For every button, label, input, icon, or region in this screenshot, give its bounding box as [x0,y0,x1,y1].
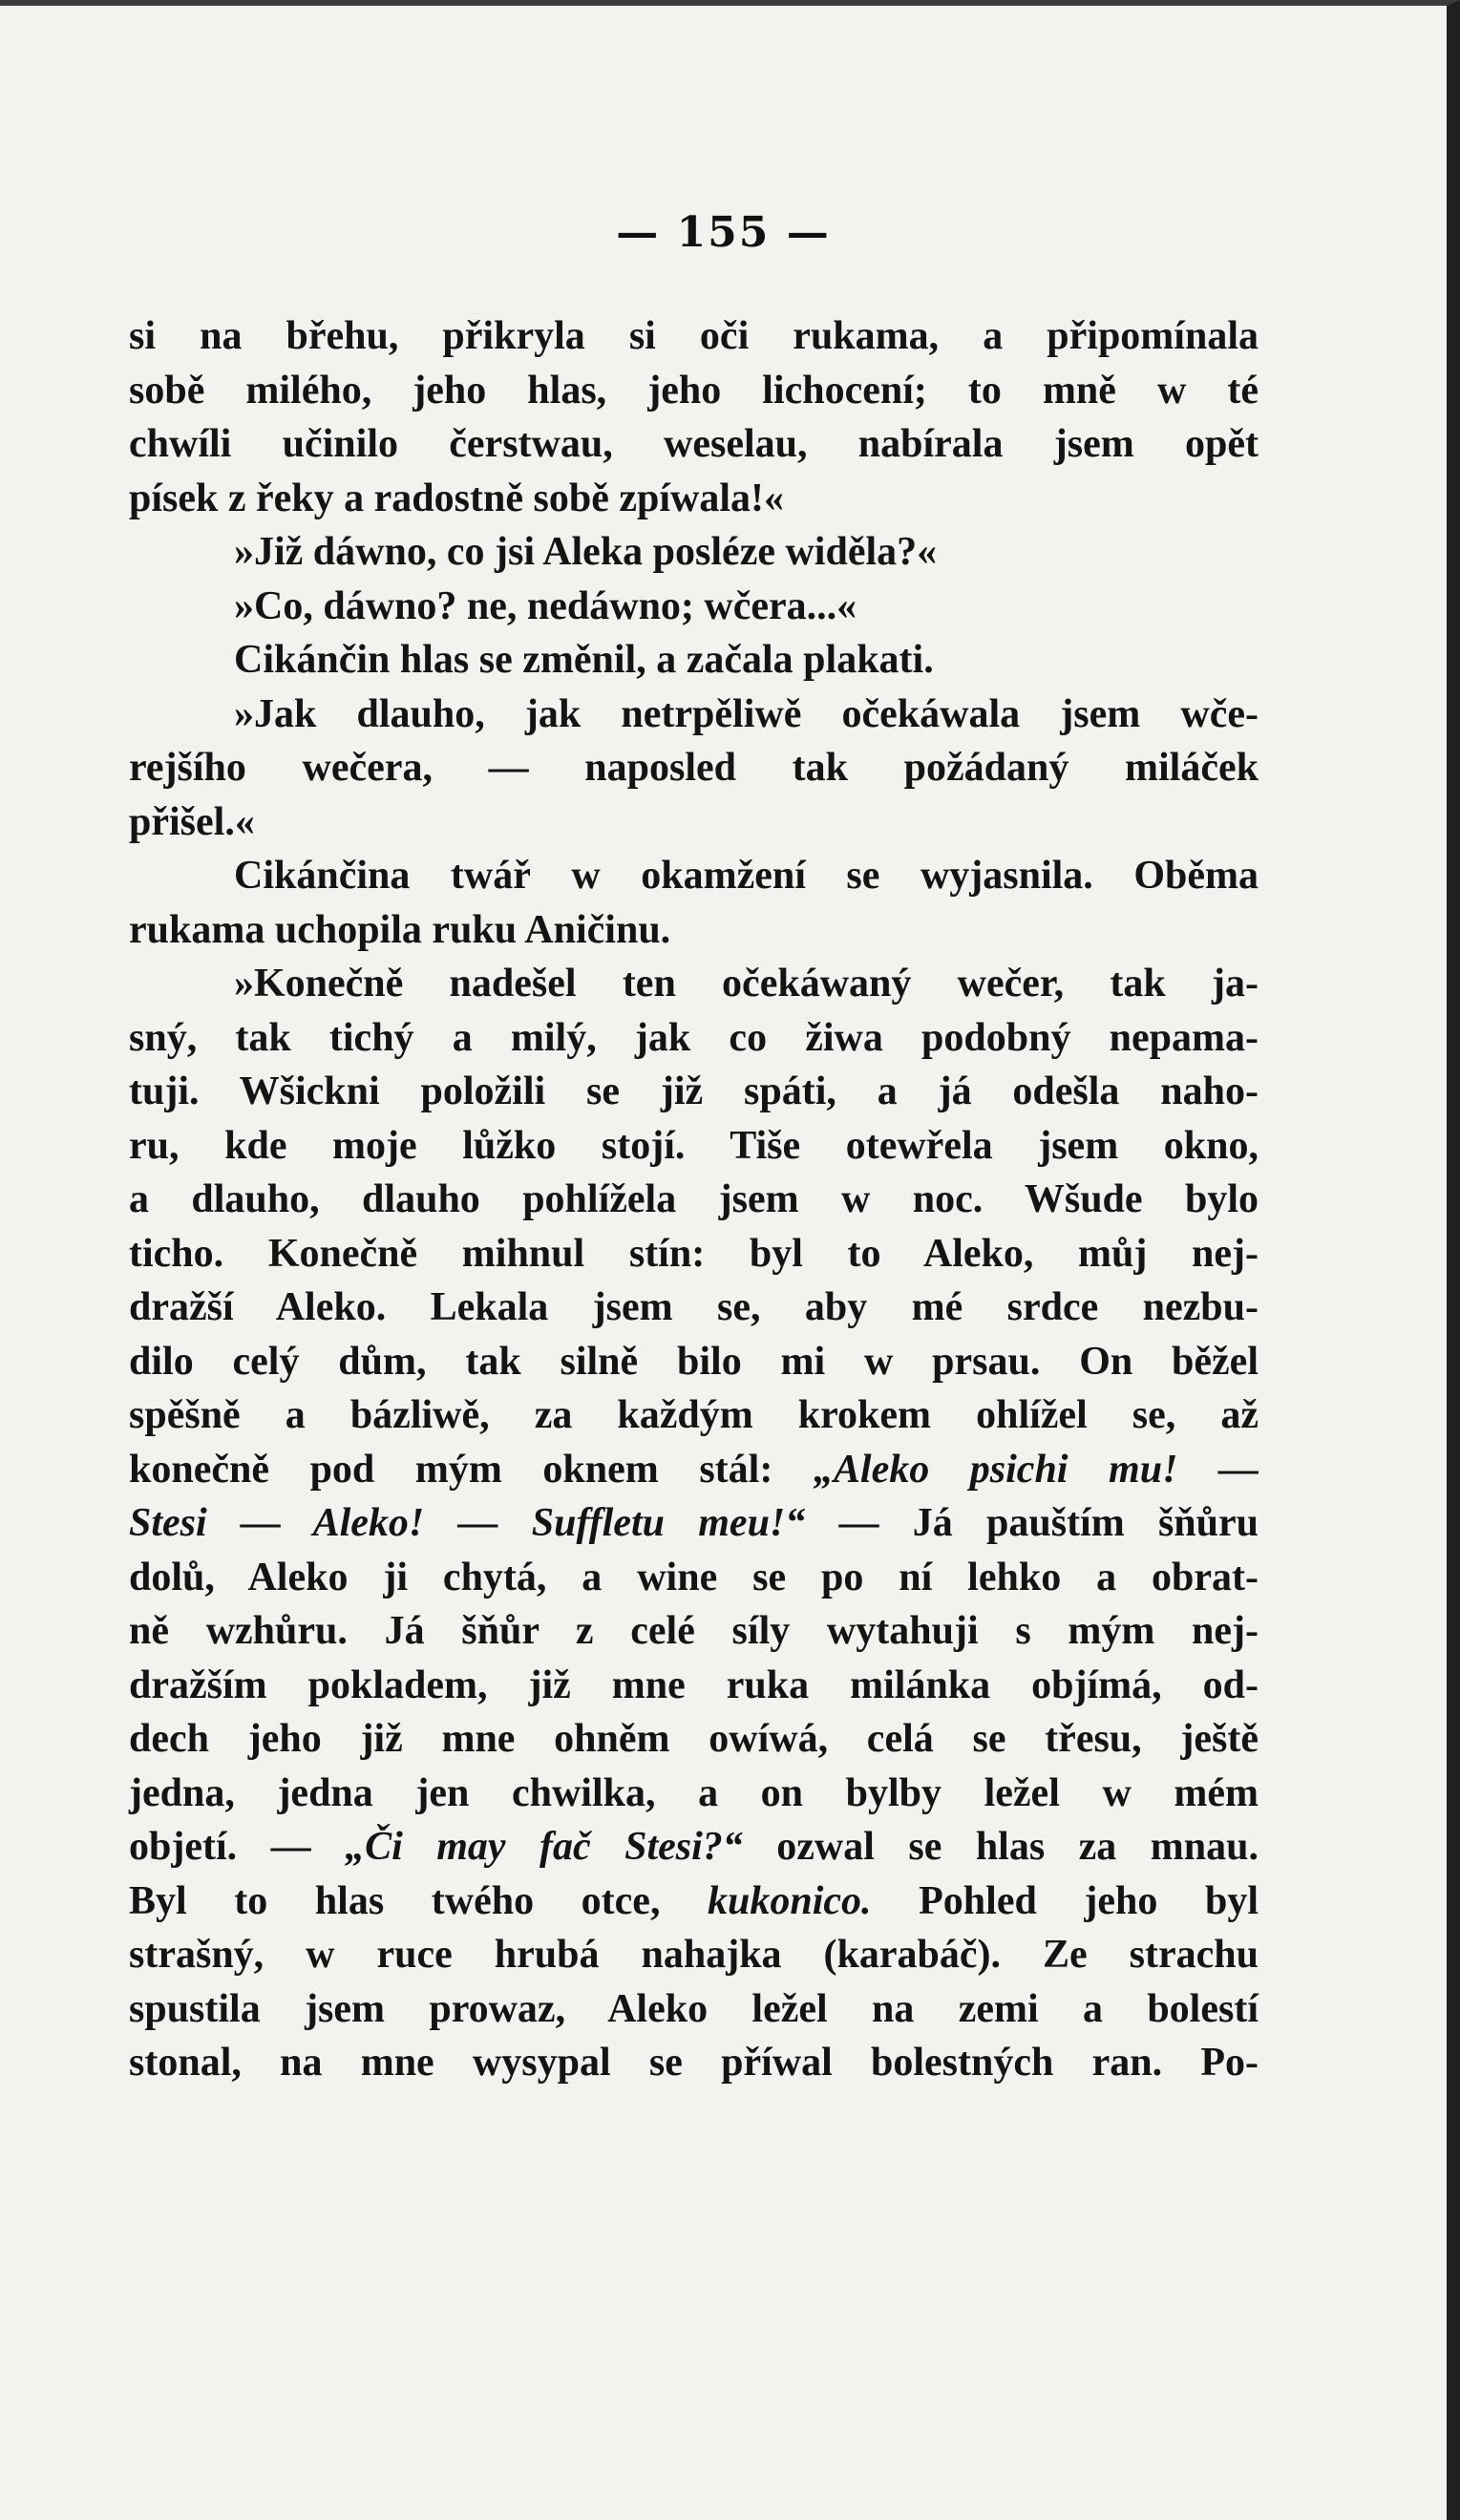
text-segment: ozwal se hlas za mnau. [776,1825,1259,1869]
text-line: dražším pokladem, již mne ruka milánka objímá, od- [129,1662,1259,1707]
text-segment: objetí. — [129,1825,311,1869]
text-line: dilo celý dům, tak silně bilo mi w prsau. On běžel [129,1339,1259,1384]
text-line: a dlauho, dlauho pohlížela jsem w noc. Wšude bylo [129,1177,1259,1221]
text-line: ru, kde moje lůžko stojí. Tiše otewřela jsem okno, [129,1123,1259,1168]
text-line: ně wzhůru. Já šňůr z celé síly wytahuji s mým nej- [129,1609,1259,1653]
text-line [129,1820,1259,1874]
text-line: přišel.« [129,799,255,844]
text-line: tuji. Wšickni položili se již spáti, a já odešla naho- [129,1069,1259,1113]
text-line: Cikánčin hlas se změnil, a začala plakati. [234,638,934,682]
italic-phrase: „Či may fač Stesi?“ [345,1825,743,1869]
text-line: »Co, dáwno? ne, nedáwno; wčera...« [234,583,857,628]
text-line [129,1496,1259,1551]
text-line: jedna, jedna jen chwilka, a on bylby ležel w mém [129,1770,1259,1815]
text-line: stonal, na mne wysypal se příwal bolestných ran. Po- [129,2041,1259,2085]
text-line: »Konečně nadešel ten očekáwaný wečer, tak ja- [234,962,1259,1006]
text-segment: Pohled jeho byl [919,1878,1259,1923]
text-line: spustila jsem prowaz, Aleko ležel na zemi a bolestí [129,1986,1259,2031]
text-segment: — Já pauštím šňůru [838,1501,1259,1545]
text-line: sný, tak tichý a milý, jak co žiwa podobný nepama- [129,1015,1259,1060]
text-line: dech jeho již mne ohněm owíwá, celá se třesu, ještě [129,1717,1259,1761]
page-number: — 155 — [616,208,831,257]
text-line: chwíli učinilo čerstwau, weselau, nabírala jsem opět [129,422,1259,466]
text-line: »Jak dlauho, jak netrpěliwě očekáwala jsem wče- [234,691,1259,736]
italic-phrase: „Aleko psichi mu! — [813,1447,1259,1492]
italic-phrase: Stesi — Aleko! — Suffletu meu!“ [129,1501,806,1545]
text-line: strašný, w ruce hrubá nahajka (karabáč). Ze strachu [129,1933,1259,1977]
text-line: rukama uchopila ruku Aničinu. [129,907,671,952]
italic-phrase: kukonico. [708,1878,872,1923]
text-segment: Byl to hlas twého otce, [129,1878,661,1923]
text-line: sobě milého, jeho hlas, jeho lichocení; to mně w té [129,368,1259,413]
text-line: ticho. Konečně mihnul stín: byl to Aleko, můj nej- [129,1231,1259,1276]
text-line: písek z řeky a radostně sobě zpíwala!« [129,476,784,520]
text-line: »Již dáwno, co jsi Aleka posléze widěla?« [234,530,938,574]
text-line: spěšně a bázliwě, za každým krokem ohlížel se, až [129,1393,1259,1437]
text-line: Cikánčina twář w okamžení se wyjasnila. Oběma [234,854,1259,898]
text-line [129,1874,1259,1929]
text-line [129,1443,1259,1497]
text-line: dolů, Aleko ji chytá, a wine se po ní lehko a obrat- [129,1555,1259,1599]
text-line: dražší Aleko. Lekala jsem se, aby mé srdce nezbu- [129,1285,1259,1329]
text-line: si na břehu, přikryla si oči rukama, a připomínala [129,314,1259,358]
text-segment: konečně pod mým oknem stál: [129,1447,773,1492]
page-text [129,309,1259,2090]
text-line: rejšího wečera, — naposled tak požádaný miláček [129,746,1259,790]
